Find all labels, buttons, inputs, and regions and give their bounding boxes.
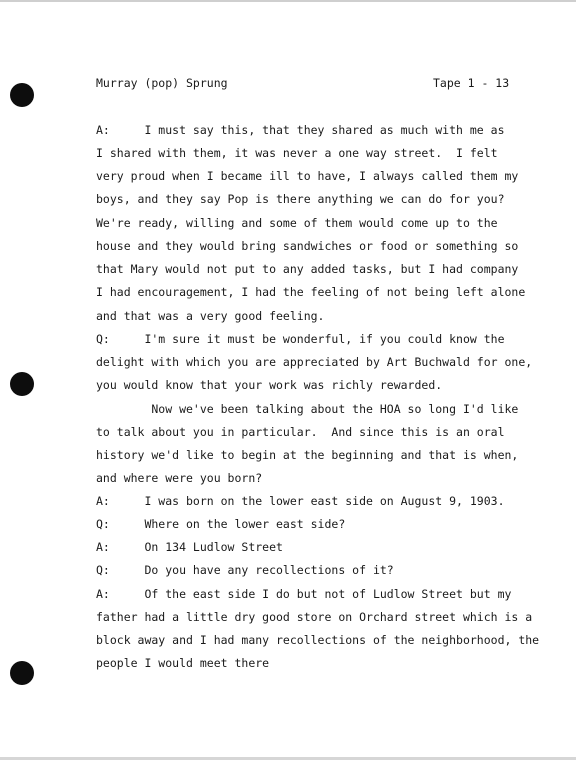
transcript-line: that Mary would not put to any added tasks, but I had company (96, 262, 519, 276)
transcript-line: Q: Where on the lower east side? (96, 517, 346, 531)
transcript-line: A: I was born on the lower east side on August 9, 1903. (96, 494, 505, 508)
transcript-line: people I would meet there (96, 656, 270, 670)
header-interviewee: Murray (pop) Sprung (96, 76, 228, 90)
punch-hole-top (10, 83, 34, 107)
transcript-line: you would know that your work was richly rewarded. (96, 378, 443, 392)
transcript-line: I had encouragement, I had the feeling of not being left alone (96, 285, 526, 299)
transcript-line: and where were you born? (96, 471, 263, 485)
transcript-line: very proud when I became ill to have, I always called them my (96, 169, 519, 183)
transcript-line: house and they would bring sandwiches or food or something so (96, 239, 519, 253)
transcript-line: history we'd like to begin at the beginning and that is when, (96, 448, 519, 462)
punch-hole-bottom (10, 661, 34, 685)
transcript-line: to talk about you in particular. And since this is an oral (96, 425, 505, 439)
page-top-edge (0, 0, 576, 2)
transcript-line: delight with which you are appreciated by Art Buchwald for one, (96, 355, 533, 369)
transcript-line: boys, and they say Pop is there anything we can do for you? (96, 192, 505, 206)
transcript-line: A: On 134 Ludlow Street (96, 540, 283, 554)
transcript-line: Now we've been talking about the HOA so long I'd like (96, 402, 519, 416)
transcript-line: Q: Do you have any recollections of it? (96, 563, 394, 577)
transcript-line: Q: I'm sure it must be wonderful, if you could know the (96, 332, 505, 346)
transcript-line: and that was a very good feeling. (96, 309, 325, 323)
transcript-line: block away and I had many recollections of the neighborhood, the (96, 633, 540, 647)
transcript-line: I shared with them, it was never a one way street. I felt (96, 146, 498, 160)
transcript-line: We're ready, willing and some of them would come up to the (96, 216, 498, 230)
transcript-line: A: Of the east side I do but not of Ludlow Street but my (96, 587, 512, 601)
punch-hole-middle (10, 372, 34, 396)
transcript-line: A: I must say this, that they shared as much with me as (96, 123, 505, 137)
transcript-line: father had a little dry good store on Orchard street which is a (96, 610, 533, 624)
header-tape-page: Tape 1 - 13 (433, 76, 510, 90)
